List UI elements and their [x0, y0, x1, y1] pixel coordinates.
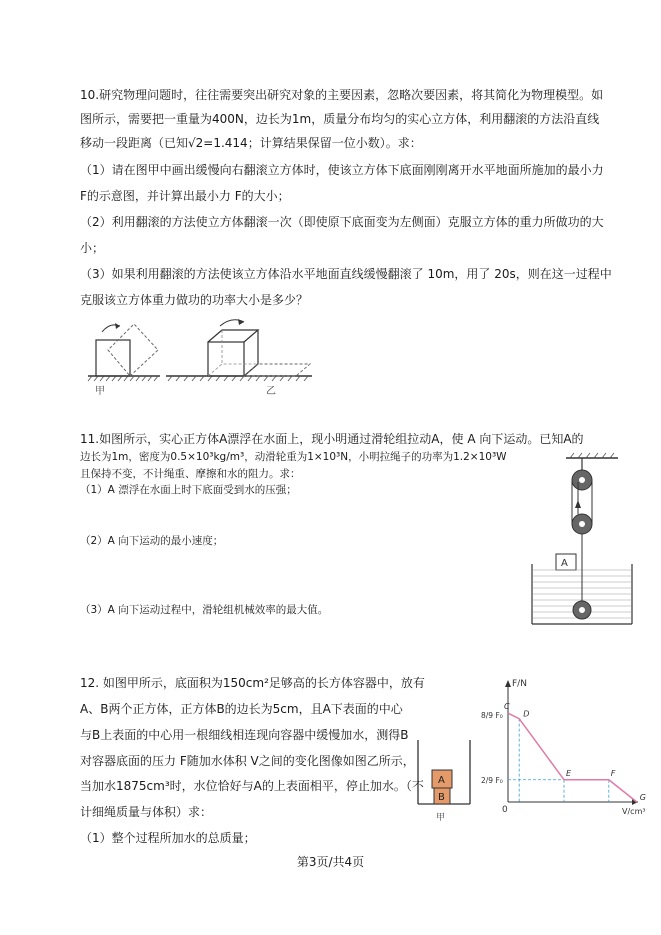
point-label-e: E	[566, 768, 572, 778]
q10-line-4: （1）请在图甲中画出缓慢向右翻滚立方体时，使该立方体下底面刚刚离开水平地面所施加的最小力	[80, 163, 604, 177]
y-axis-label: F/N	[512, 679, 527, 689]
y-tick-2-9: 2/9 F₀	[481, 776, 503, 785]
point-label-f: F	[610, 768, 616, 778]
q10-line-2: 图所示，需要把一重量为400N，边长为1m，质量分布均匀的实心立方体，利用翻滚的方法沿直线	[80, 112, 600, 126]
q11-block-label: A	[561, 558, 568, 569]
q10-line-7: 小；	[80, 241, 105, 255]
q11-line-3: 且保持不变，不计绳重、摩擦和水的阻力。求：	[80, 468, 301, 480]
q11-line-1: 11.如图所示，实心正方体A漂浮在水面上，现小明通过滑轮组拉动A，使 A 向下运动。已知A的	[80, 432, 584, 446]
q11-line-5: （2）A 向下运动的最小速度；	[80, 535, 224, 547]
q12-line-4: 对容器底面的压力 F随加水体积 V之间的变化图像如图乙所示，	[80, 754, 415, 768]
x-tick-origin: 0	[502, 805, 508, 815]
q12-line-5: 当加水1875cm³时，水位恰好与A的上表面相平，停止加水。（不	[80, 779, 424, 793]
q11-line-4: （1）A 漂浮在水面上时下底面受到水的压强；	[80, 484, 297, 496]
q10-line-9: 克服该立方体重力做功的功率大小是多少？	[80, 293, 309, 307]
q10-line-6: （2）利用翻滚的方法使立方体翻滚一次（即使原下底面变为左侧面）克服立方体的重力所做功的大	[80, 215, 604, 229]
point-label-c: C	[504, 702, 510, 712]
q11-line-2: 边长为1m，密度为0.5×10³kg/m³，动滑轮重为1×10³N，小明拉绳子的功率为1.2×10³W	[80, 451, 507, 463]
q10-fig-label-jia: 甲	[95, 386, 105, 397]
q12-line-2: A、B两个正方体，正方体B的边长为5cm，且A下表面的中心	[80, 702, 403, 716]
q11-pulley-figure	[526, 452, 638, 628]
q10-figure	[80, 318, 320, 400]
block-b-label: B	[438, 792, 445, 803]
q10-line-3: 移动一段距离（已知√2=1.414；计算结果保留一位小数）。求：	[80, 136, 422, 150]
x-axis-label: V/cm³	[622, 807, 646, 816]
q12-container-figure	[412, 736, 476, 824]
q10-line-1: 10.研究物理问题时，往往需要突出研究对象的主要因素，忽略次要因素，将其简化为物理模型。如	[80, 88, 604, 102]
q12-fig-label-jia: 甲	[436, 813, 446, 823]
q10-fig-label-yi: 乙	[266, 386, 276, 397]
q12-line-6: 计细绳质量与体积）求：	[80, 805, 213, 819]
q12-force-volume-chart	[480, 672, 650, 822]
q10-line-5: F的示意图，并计算出最小力 F的大小；	[80, 189, 290, 203]
q12-line-7: （1）整个过程所加水的总质量；	[80, 831, 256, 845]
q11-line-6: （3）A 向下运动过程中，滑轮组机械效率的最大值。	[80, 604, 329, 616]
q12-line-3: 与B上表面的中心用一根细线相连现向容器中缓慢加水，测得B	[80, 728, 409, 742]
point-label-g: G	[639, 793, 647, 802]
block-a-label: A	[438, 775, 445, 786]
q12-line-1: 12. 如图甲所示，底面积为150cm²足够高的长方体容器中，放有	[80, 676, 425, 690]
q10-line-8: （3）如果利用翻滚的方法使该立方体沿水平地面直线缓慢翻滚了 10m，用了 20s，则在这一过程中	[80, 267, 612, 281]
series-line	[508, 713, 637, 802]
y-tick-8-9: 8/9 F₀	[481, 711, 503, 720]
point-label-d: D	[523, 709, 530, 719]
page-footer: 第3页/共4页	[296, 855, 365, 869]
